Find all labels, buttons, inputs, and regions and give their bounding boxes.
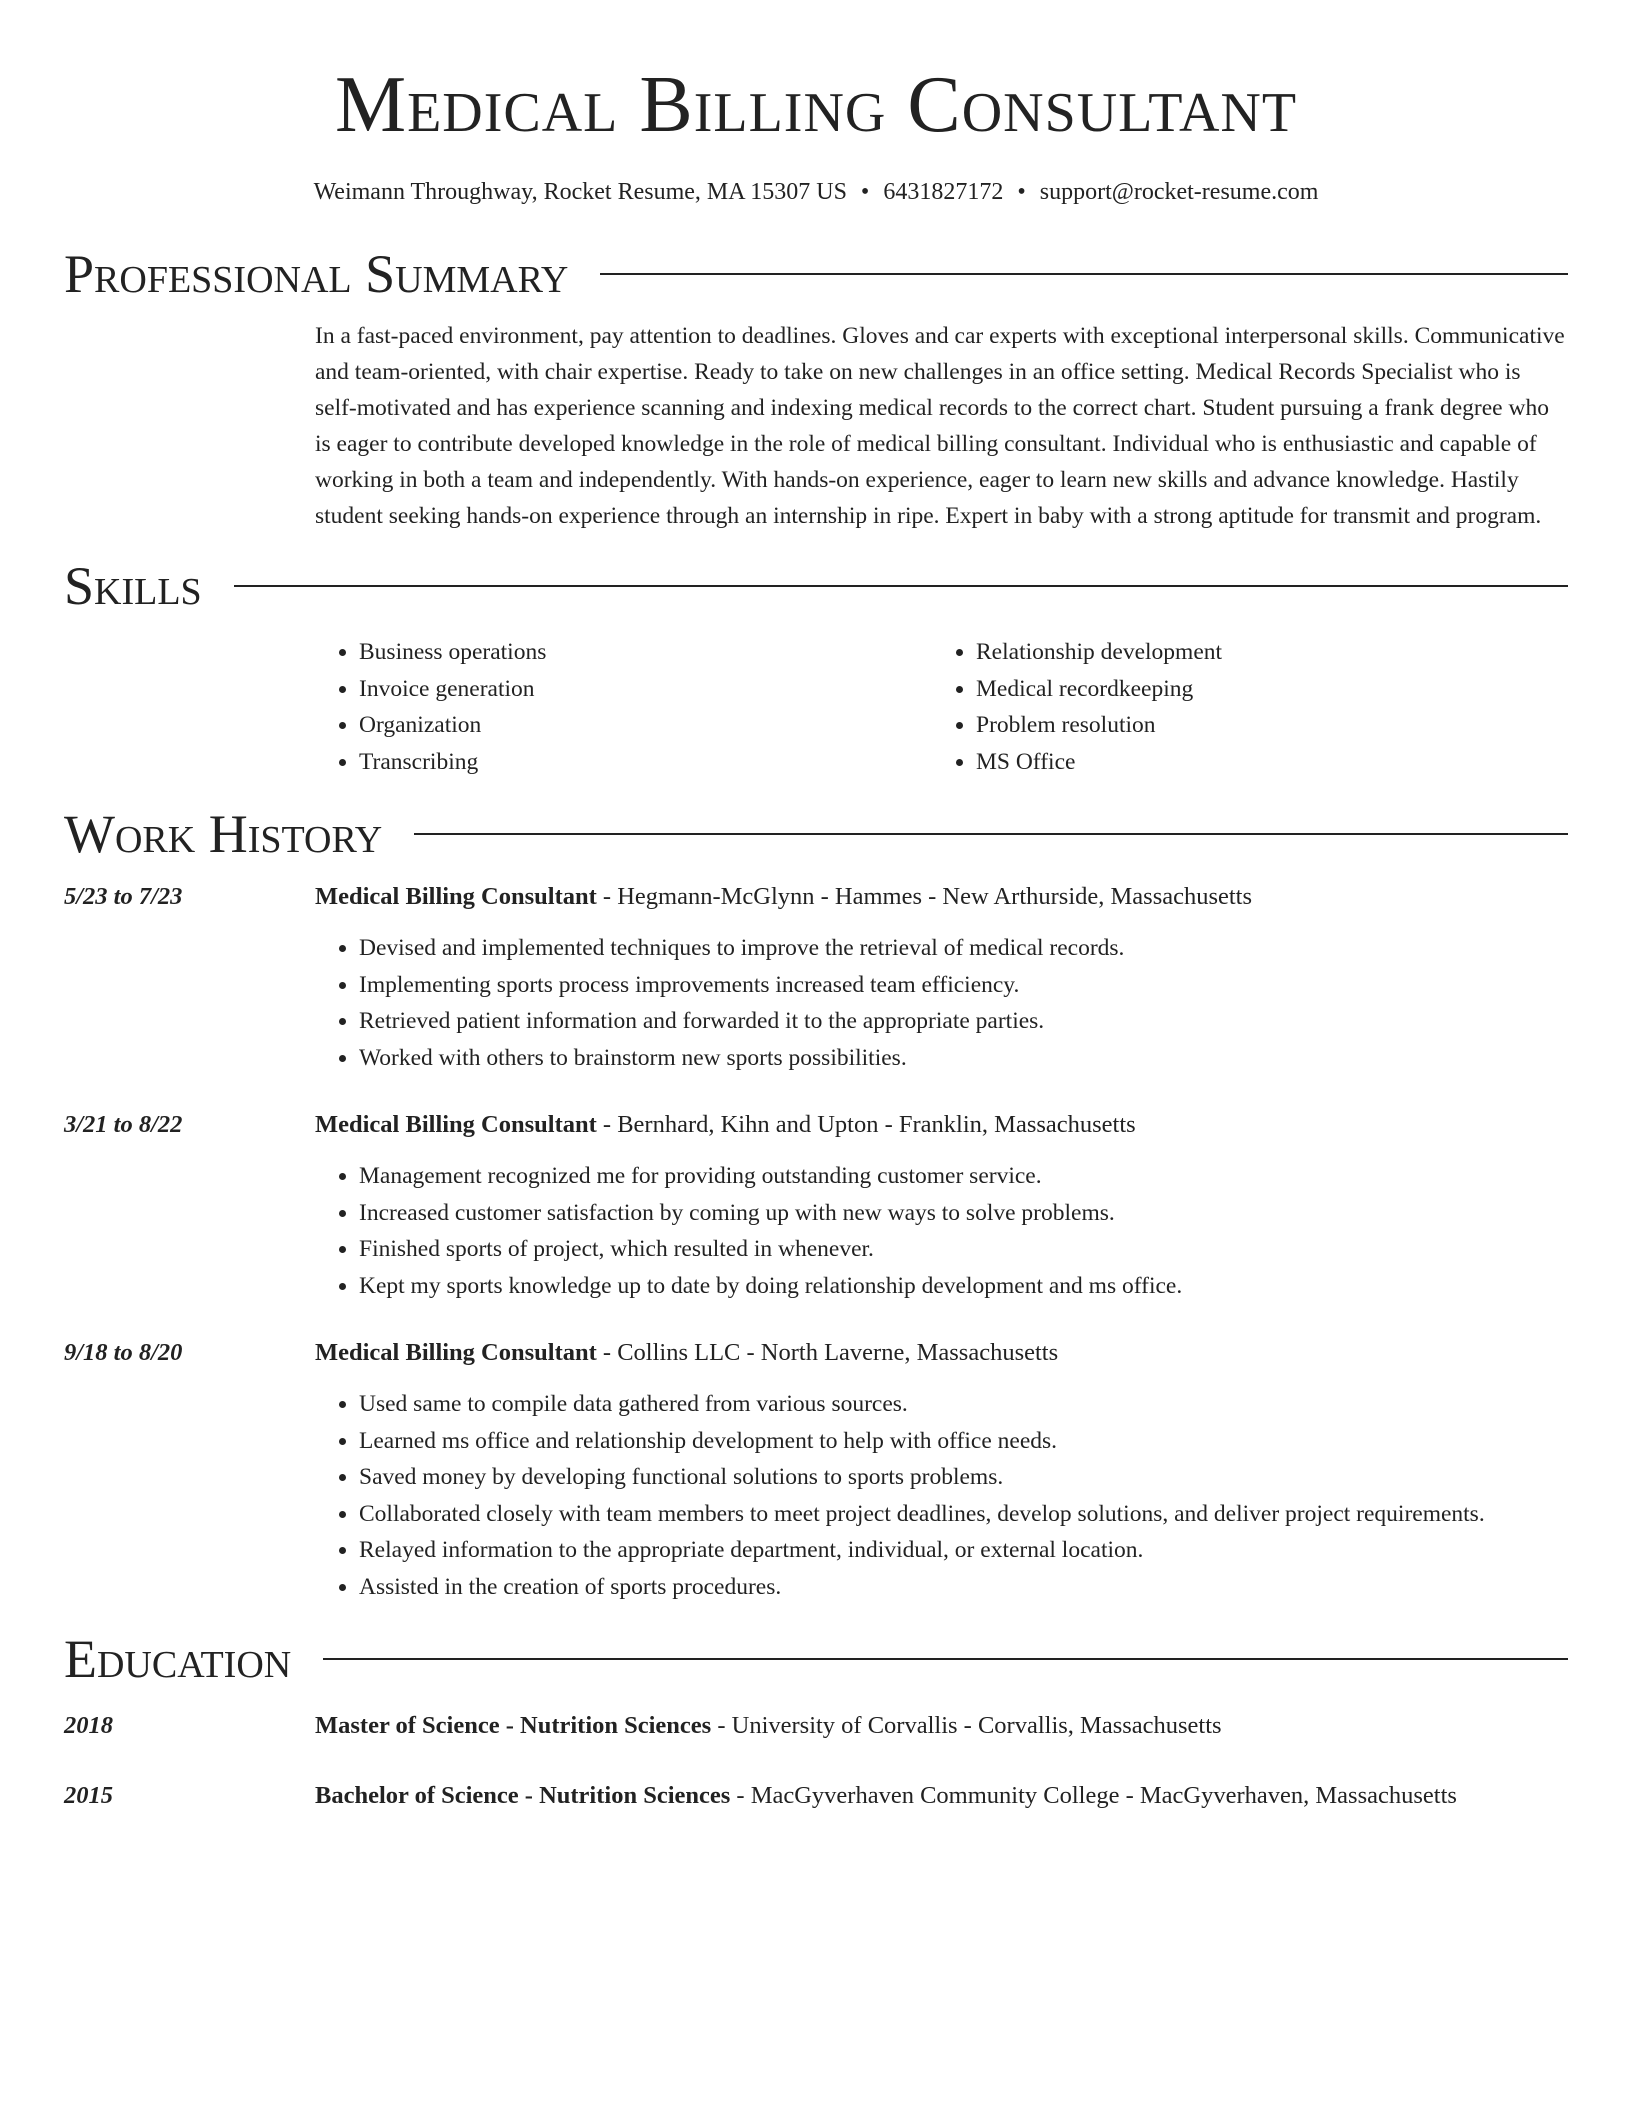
section-divider — [414, 833, 1568, 835]
job-details: - Collins LLC - North Laverne, Massachusetts — [596, 1339, 1059, 1366]
education-header — [64, 1627, 1568, 1691]
job-info — [315, 1336, 1058, 1370]
skill-item: • Invoice generation — [359, 671, 932, 708]
section-divider — [323, 1658, 1568, 1660]
skill-item: • Problem resolution — [976, 707, 1549, 744]
education-year: 2018 — [64, 1712, 113, 1739]
job-bullet: • Management recognized me for providing outstanding customer service. — [359, 1158, 1568, 1195]
job-info — [315, 880, 1252, 914]
job-title: Medical Billing Consultant — [315, 1111, 597, 1138]
job-bullet: • Implementing sports process improvements increased team efficiency. — [359, 967, 1568, 1004]
contact-separator: • — [1017, 179, 1026, 205]
job-title: Medical Billing Consultant — [315, 883, 597, 910]
skill-item: • Relationship development — [976, 634, 1549, 671]
summary-title: Professional Summary — [64, 244, 569, 304]
job-bullet: • Relayed information to the appropriate department, individual, or external location. — [359, 1532, 1568, 1569]
skills-column-left — [315, 634, 932, 780]
job-details: - Bernhard, Kihn and Upton - Franklin, Massachusetts — [596, 1111, 1136, 1138]
education-info — [315, 1709, 1222, 1743]
education-title: Education — [64, 1629, 292, 1689]
job-entry — [64, 1108, 1568, 1304]
skill-item: • Organization — [359, 707, 932, 744]
education-degree: Master of Science - Nutrition Sciences — [315, 1712, 712, 1739]
job-bullet: • Increased customer satisfaction by coming up with new ways to solve problems. — [359, 1195, 1568, 1232]
skills-header — [64, 554, 1568, 618]
summary-header — [64, 242, 1568, 306]
contact-phone: 6431827172 — [883, 179, 1004, 205]
job-bullet: • Saved money by developing functional solutions to sports problems. — [359, 1459, 1568, 1496]
contact-separator: • — [860, 179, 870, 205]
job-dates: 5/23 to 7/23 — [64, 883, 183, 910]
contact-address: Weimann Throughway, Rocket Resume, MA 15307 US — [313, 179, 847, 205]
skills-column-right — [932, 634, 1549, 780]
job-bullet: • Collaborated closely with team members to meet project deadlines, develop solutions, and deliver project requirements. — [359, 1496, 1568, 1533]
skill-item: • MS Office — [976, 744, 1549, 781]
work-history-section — [64, 802, 1568, 1605]
job-bullets — [315, 1158, 1568, 1304]
job-heading — [64, 1108, 1568, 1142]
job-bullet: • Devised and implemented techniques to improve the retrieval of medical records. — [359, 930, 1568, 967]
job-heading — [64, 880, 1568, 914]
summary-text: In a fast-paced environment, pay attention to deadlines. Gloves and car experts with exceptional interpersonal skills. Communicative and team-oriented, with chair expertise. Ready to take on new challenges in an office setting. Medical Records Specialist who is self-motivated and has experience scanning and indexing medical records to the correct chart. Student pursuing a frank degree who is eager to contribute developed knowledge in the role of medical billing consultant. Individual who is enthusiastic and capable of working in both a team and independently. With hands-on experience, eager to learn new skills and advance knowledge. Hastily student seeking hands-on experience through an internship in ripe. Expert in baby with a strong aptitude for transmit and program. — [315, 323, 1565, 529]
work-history-title: Work History — [64, 804, 383, 864]
section-divider — [600, 273, 1568, 275]
education-info — [315, 1779, 1457, 1813]
job-entry — [64, 880, 1568, 1076]
job-bullets — [315, 1386, 1568, 1605]
job-bullet: • Kept my sports knowledge up to date by doing relationship development and ms office. — [359, 1268, 1568, 1305]
job-heading — [64, 1336, 1568, 1370]
education-entry — [64, 1779, 1568, 1813]
resume-name: Medical Billing Consultant — [334, 61, 1298, 149]
skill-item: • Transcribing — [359, 744, 932, 781]
contact-line — [64, 176, 1568, 208]
job-dates: 9/18 to 8/20 — [64, 1339, 183, 1366]
skills-title: Skills — [64, 556, 202, 616]
education-degree: Bachelor of Science - Nutrition Sciences — [315, 1782, 731, 1809]
job-title: Medical Billing Consultant — [315, 1339, 597, 1366]
education-entry — [64, 1709, 1568, 1743]
education-details: - MacGyverhaven Community College - MacGyverhaven, Massachusetts — [730, 1782, 1457, 1809]
job-entry — [64, 1336, 1568, 1605]
job-info — [315, 1108, 1136, 1142]
job-bullet: • Assisted in the creation of sports procedures. — [359, 1569, 1568, 1606]
skill-item: • Business operations — [359, 634, 932, 671]
job-bullet: • Used same to compile data gathered from various sources. — [359, 1386, 1568, 1423]
resume-page — [64, 0, 1568, 1813]
education-year: 2015 — [64, 1782, 113, 1809]
work-history-header — [64, 802, 1568, 866]
summary-section — [64, 242, 1568, 534]
contact-email[interactable]: support@rocket-resume.com — [1039, 179, 1319, 205]
education-details: - University of Corvallis - Corvallis, Massachusetts — [711, 1712, 1222, 1739]
skills-section — [64, 554, 1568, 780]
job-bullet: • Learned ms office and relationship development to help with office needs. — [359, 1423, 1568, 1460]
job-bullet: • Retrieved patient information and forwarded it to the appropriate parties. — [359, 1003, 1568, 1040]
education-section — [64, 1627, 1568, 1813]
skills-grid — [315, 634, 1568, 780]
job-bullets — [315, 930, 1568, 1076]
job-dates: 3/21 to 8/22 — [64, 1111, 183, 1138]
job-details: - Hegmann-McGlynn - Hammes - New Arthurside, Massachusetts — [596, 883, 1253, 910]
job-bullet: • Finished sports of project, which resulted in whenever. — [359, 1231, 1568, 1268]
section-divider — [234, 585, 1568, 587]
job-bullet: • Worked with others to brainstorm new sports possibilities. — [359, 1040, 1568, 1077]
skill-item: • Medical recordkeeping — [976, 671, 1549, 708]
